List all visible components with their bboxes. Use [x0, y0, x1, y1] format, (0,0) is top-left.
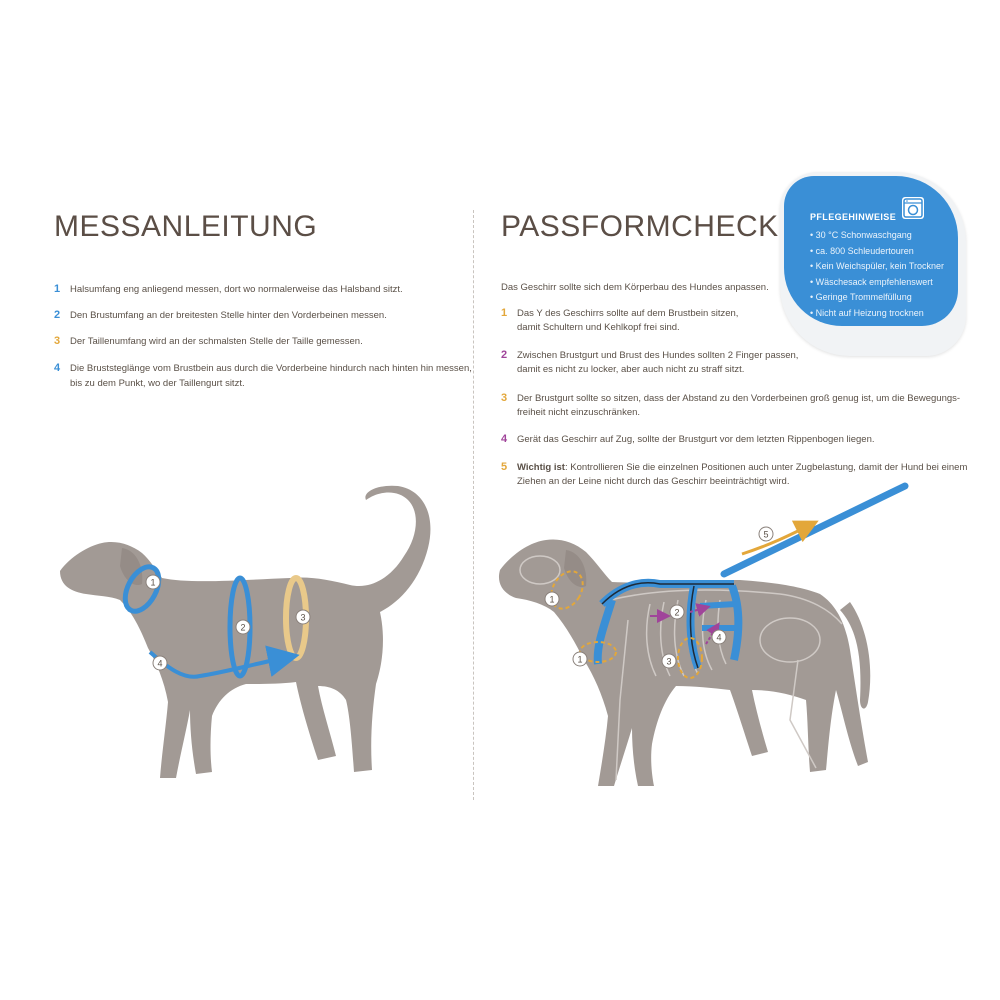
- label-3: 3: [666, 656, 672, 667]
- label-1: 1: [150, 577, 156, 588]
- step-text: bis zu dem Punkt, wo der Taillengurt sitzt.: [70, 378, 245, 389]
- label-1b: 1: [577, 654, 583, 665]
- label-2: 2: [240, 622, 246, 633]
- label-1a: 1: [549, 594, 555, 605]
- step-number: 5: [501, 461, 508, 473]
- step-text: freiheit nicht einzuschränken.: [517, 407, 641, 418]
- step-number: 3: [501, 392, 508, 404]
- important-label: Wichtig ist: [517, 462, 565, 473]
- care-item: • Geringe Trommelfüllung: [810, 290, 944, 306]
- care-title: PFLEGEHINWEISE: [810, 212, 897, 222]
- step-number: 1: [501, 307, 508, 319]
- messanleitung-heading: MESSANLEITUNG: [54, 210, 318, 243]
- step-text: Halsumfang eng anliegend messen, dort wo normalerweise das Halsband sitzt.: [70, 284, 403, 295]
- step-text: Zwischen Brustgurt und Brust des Hundes sollten 2 Finger passen,: [517, 350, 799, 361]
- step-number: 3: [54, 335, 61, 347]
- leash: [724, 486, 905, 574]
- step-text: Ziehen an der Leine nicht durch das Geschirr beeinträchtigt wird.: [517, 476, 790, 487]
- step-text: Gerät das Geschirr auf Zug, sollte der Brustgurt vor dem letzten Rippenbogen liegen.: [517, 434, 875, 445]
- care-item: • 30 °C Schonwaschgang: [810, 228, 944, 244]
- step-number: 2: [54, 309, 61, 321]
- label-5: 5: [763, 529, 769, 540]
- step-text: Der Taillenumfang wird an der schmalsten Stelle der Taille gemessen.: [70, 336, 363, 347]
- step-text: : Kontrollieren Sie die einzelnen Positionen auch unter Zugbelastung, damit der Hund bei einem: [564, 462, 968, 473]
- step-text: Die Bruststeglänge vom Brustbein aus durch die Vorderbeine hindurch nach hinten hin messen,: [70, 363, 472, 374]
- care-item: • Kein Weichspüler, kein Trockner: [810, 259, 944, 275]
- step-number: 2: [501, 349, 508, 361]
- label-3: 3: [300, 612, 306, 623]
- step-number: 4: [501, 433, 508, 445]
- passformcheck-heading: PASSFORMCHECK: [501, 210, 779, 243]
- right-dog-silhouette: [499, 540, 870, 787]
- label-2: 2: [674, 607, 680, 618]
- passform-intro: Das Geschirr sollte sich dem Körperbau des Hundes anpassen.: [501, 282, 769, 293]
- step-text: Den Brustumfang an der breitesten Stelle hinter den Vorderbeinen messen.: [70, 310, 387, 321]
- step-text: Der Brustgurt sollte so sitzen, dass der Abstand zu den Vorderbeinen groß genug ist, um die Bewegungs-: [517, 393, 961, 404]
- step-number: 4: [54, 362, 61, 374]
- step-text: damit es nicht zu locker, aber auch nicht zu straff sitzt.: [517, 364, 745, 375]
- step-number: 1: [54, 283, 61, 295]
- step-text: Das Y des Geschirrs sollte auf dem Brustbein sitzen,: [517, 308, 739, 319]
- label-4: 4: [157, 658, 163, 669]
- label-4: 4: [716, 632, 722, 643]
- step-text: damit Schultern und Kehlkopf frei sind.: [517, 322, 680, 333]
- care-item: • ca. 800 Schleudertouren: [810, 244, 944, 260]
- care-item: • Nicht auf Heizung trocknen: [810, 306, 944, 322]
- care-item: • Wäschesack empfehlenswert: [810, 275, 944, 291]
